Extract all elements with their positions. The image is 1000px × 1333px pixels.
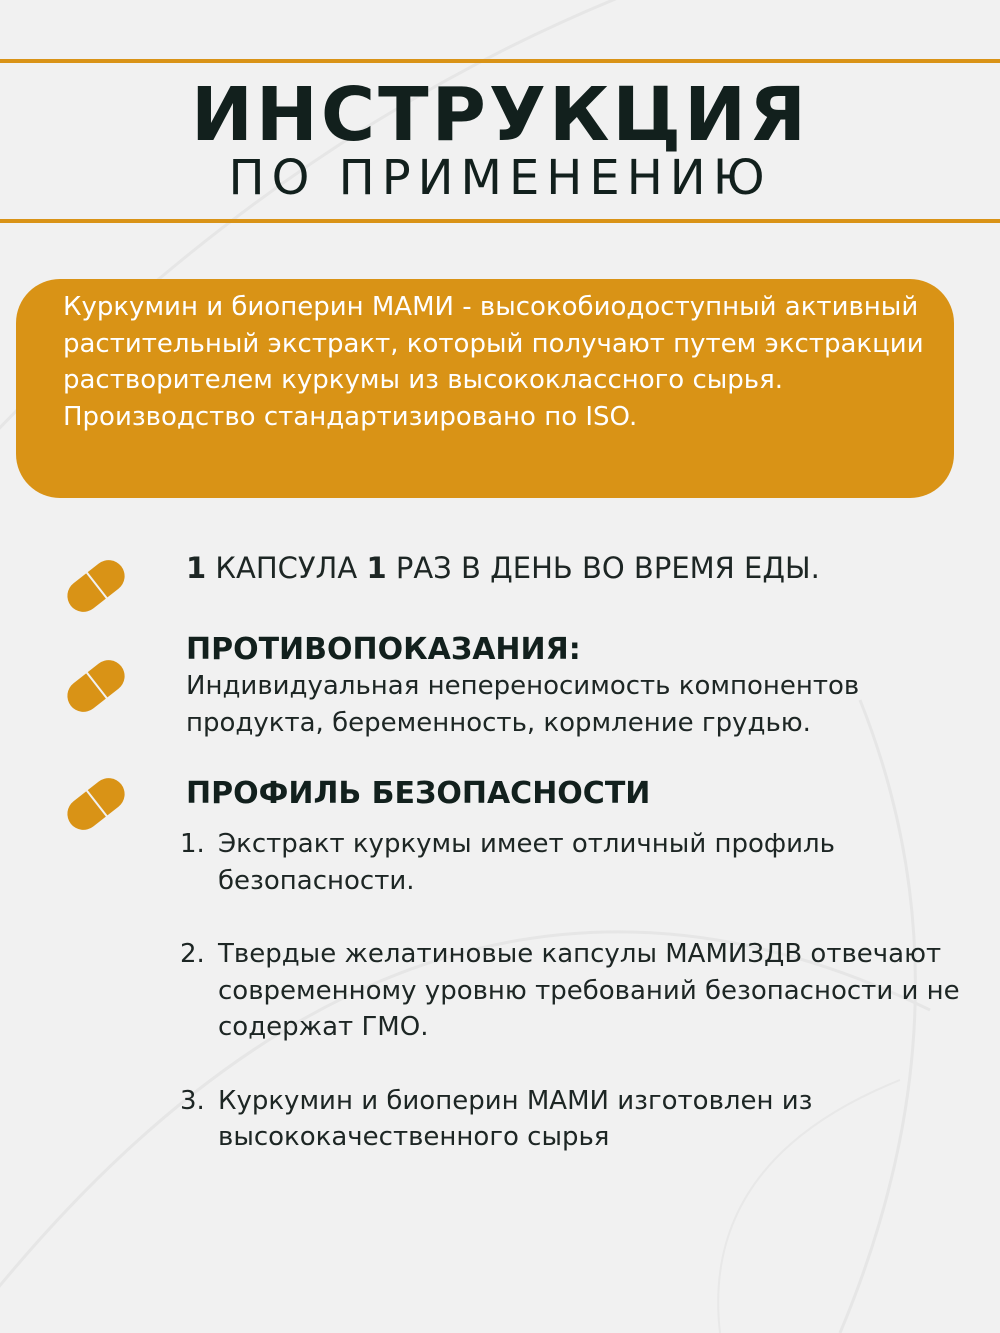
- dosage-unit: КАПСУЛА: [206, 551, 367, 585]
- list-item-number: 2.: [180, 939, 205, 969]
- capsule-icon: [60, 650, 132, 722]
- dosage-frequency-text: РАЗ В ДЕНЬ ВО ВРЕМЯ ЕДЫ.: [386, 551, 820, 585]
- dosage-frequency-count: 1: [366, 551, 387, 585]
- list-item: [180, 826, 960, 899]
- top-divider: [0, 59, 1000, 63]
- bottom-divider: [0, 219, 1000, 223]
- list-item-text: Экстракт куркумы имеет отличный профиль безопасности.: [218, 829, 835, 896]
- list-item-number: 3.: [180, 1085, 205, 1116]
- capsule-icon: [60, 768, 132, 840]
- list-item-text: Твердые желатиновые капсулы МАМИЗДВ отвечают современному уровню требований безопасности и не содержат ГМО.: [218, 939, 960, 1042]
- list-item-number: 1.: [180, 829, 205, 859]
- safety-heading: ПРОФИЛЬ БЕЗОПАСНОСТИ: [186, 776, 651, 811]
- list-item-text: Куркумин и биоперин МАМИ изготовлен из высококачественного сырья: [218, 1085, 813, 1152]
- dosage-line: [186, 549, 986, 587]
- page-title: ИНСТРУКЦИЯ: [191, 72, 809, 158]
- page-subtitle: ПО ПРИМЕНЕНИЮ: [228, 150, 772, 206]
- list-item: [180, 1083, 960, 1156]
- intro-text: Куркумин и биоперин МАМИ - высокобиодоступный активный растительный экстракт, который получают путем экстракции растворителем куркумы из высококлассного сырья. Производство стандартизировано по ISO.: [63, 292, 924, 432]
- list-item: [180, 936, 960, 1046]
- safety-list: [180, 826, 960, 1193]
- contraindications-text: Индивидуальная непереносимость компонентов продукта, беременность, кормление грудью.: [186, 671, 860, 738]
- dosage-amount: 1: [186, 551, 207, 585]
- capsule-icon: [60, 550, 132, 622]
- intro-card: [16, 279, 954, 498]
- contraindications-heading: ПРОТИВОПОКАЗАНИЯ:: [186, 632, 581, 667]
